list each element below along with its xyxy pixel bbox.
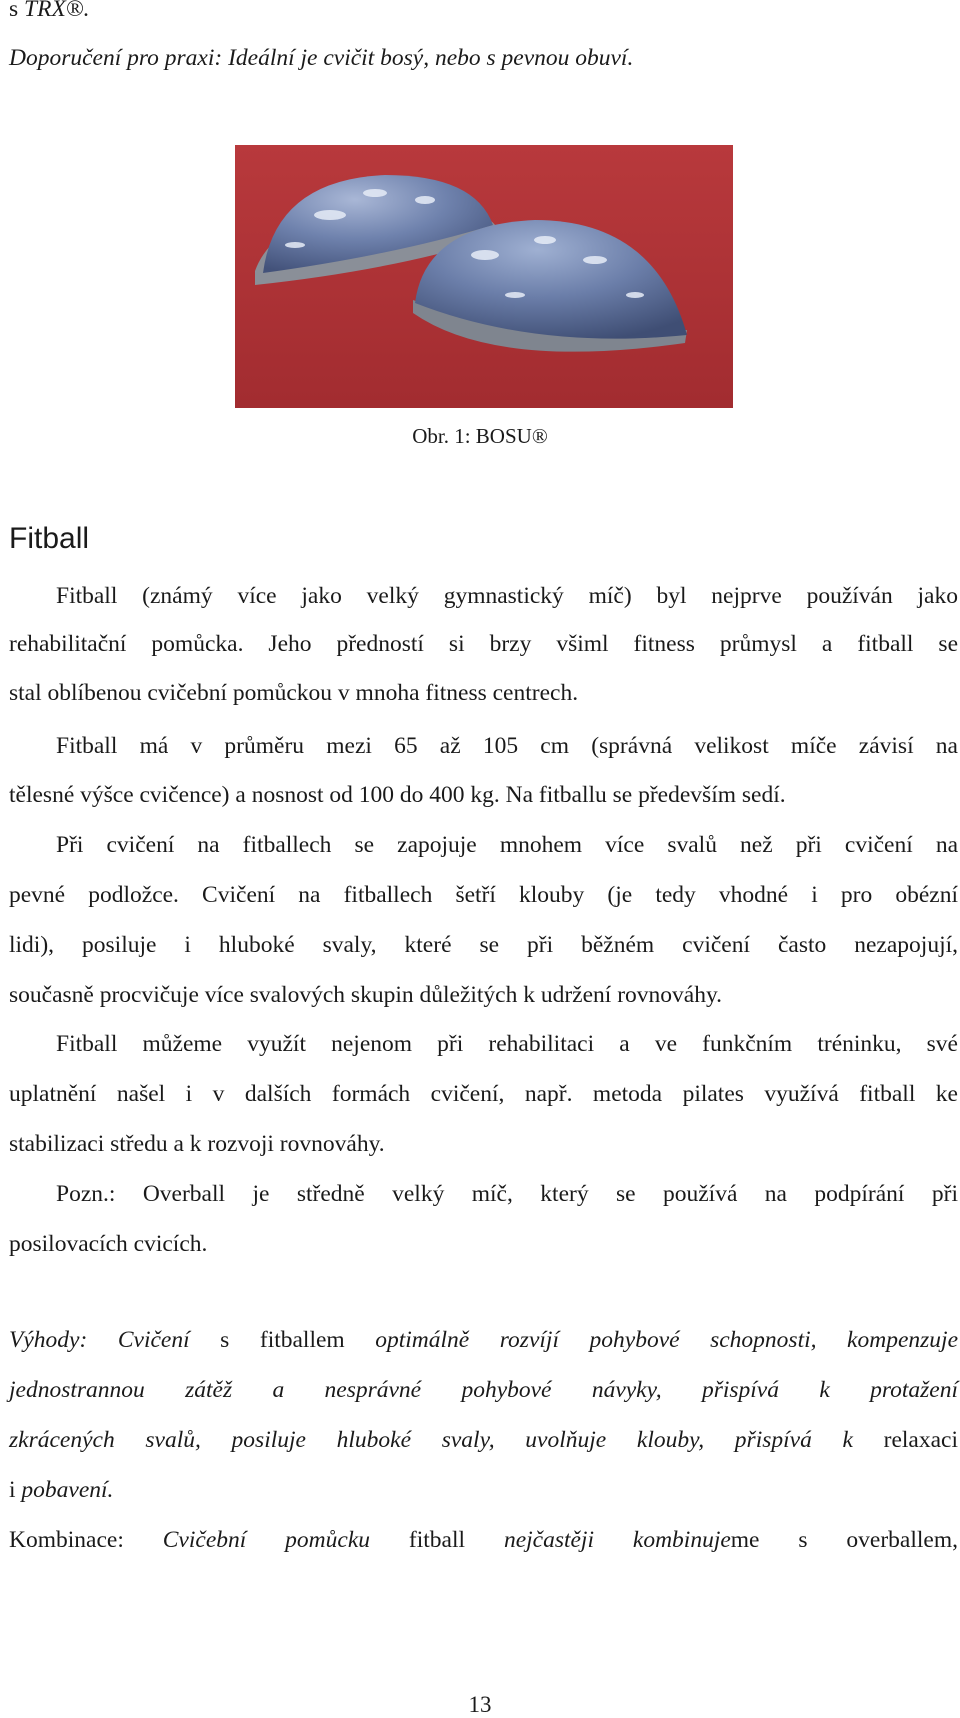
bosu-figure [235,145,733,408]
kombinace-plain-2: me s overballem, [730,1527,959,1553]
section-heading: Fitball [9,522,90,555]
vyhody-text-plain: s fitballem [189,1327,376,1353]
kombinace-label: Kombinace: [9,1527,163,1553]
vyhody-line-2: jednostrannou zátěž a nesprávné pohybové návyky, přispívá k protažení [9,1377,958,1403]
para-line-13: Pozn.: Overball je středně velký míč, který se používá na podpírání při [56,1181,958,1207]
para-line-8: lidi), posiluje i hluboké svaly, které se při běžném cvičení často nezapojují, [9,932,958,958]
bosu-photo [235,145,733,408]
vyhody-line-3 [9,1427,958,1454]
kombinace-italic-1: Cvičební pomůcku [162,1527,371,1553]
vyhody-line-4 [9,1477,113,1504]
page-number: 13 [468,1692,492,1717]
para-line-5: tělesné výšce cvičence) a nosnost od 100 do 400 kg. Na fitballu se především sedí. [9,782,786,808]
vyhody-line-3-italic: zkrácených svalů, posiluje hluboké svaly, uvolňuje klouby, přispívá k [9,1427,853,1453]
top-line-1-italic: TRX®. [24,0,90,22]
para-line-7: pevné podložce. Cvičení na fitballech šetří klouby (je tedy vhodné i pro obézní [9,882,958,908]
vyhody-label: Výhody: Cvičení [9,1327,190,1353]
para-line-2: rehabilitační pomůcka. Jeho předností si brzy všiml fitness průmysl a fitball se [9,631,958,657]
vyhody-line-1 [9,1327,958,1354]
vyhody-line-4-italic: pobavení. [21,1477,114,1503]
vyhody-text-italic: optimálně rozvíjí pohybové schopnosti, kompenzuje [375,1327,958,1353]
top-line-1-prefix: s [9,0,25,22]
vyhody-line-4-plain: i [9,1477,22,1503]
recommendation-line: Doporučení pro praxi: Ideální je cvičit bosý, nebo s pevnou obuví. [9,45,634,71]
para-line-1: Fitball (známý více jako velký gymnastický míč) byl nejprve používán jako [56,583,958,609]
para-line-3: stal oblíbenou cvičební pomůckou v mnoha fitness centrech. [9,680,579,706]
para-line-14: posilovacích cvicích. [9,1231,208,1257]
para-line-4: Fitball má v průměru mezi 65 až 105 cm (správná velikost míče závisí na [56,733,958,759]
kombinace-plain-1: fitball [370,1527,504,1553]
para-line-11: uplatnění našel i v dalších formách cvičení, např. metoda pilates využívá fitball ke [9,1081,958,1107]
kombinace-italic-2: nejčastěji kombinuje [503,1527,731,1553]
para-line-12: stabilizaci středu a k rozvoji rovnováhy. [9,1131,385,1157]
para-line-10: Fitball můžeme využít nejenom při rehabilitaci a ve funkčním tréninku, své [56,1031,958,1057]
para-line-9: současně procvičuje více svalových skupin důležitých k udržení rovnováhy. [9,982,723,1008]
top-line-1 [9,0,90,23]
figure-caption: Obr. 1: BOSU® [412,424,548,448]
kombinace-line [9,1527,958,1554]
para-line-6: Při cvičení na fitballech se zapojuje mnohem více svalů než při cvičení na [56,832,958,858]
vyhody-line-3-plain: relaxaci [852,1427,958,1453]
